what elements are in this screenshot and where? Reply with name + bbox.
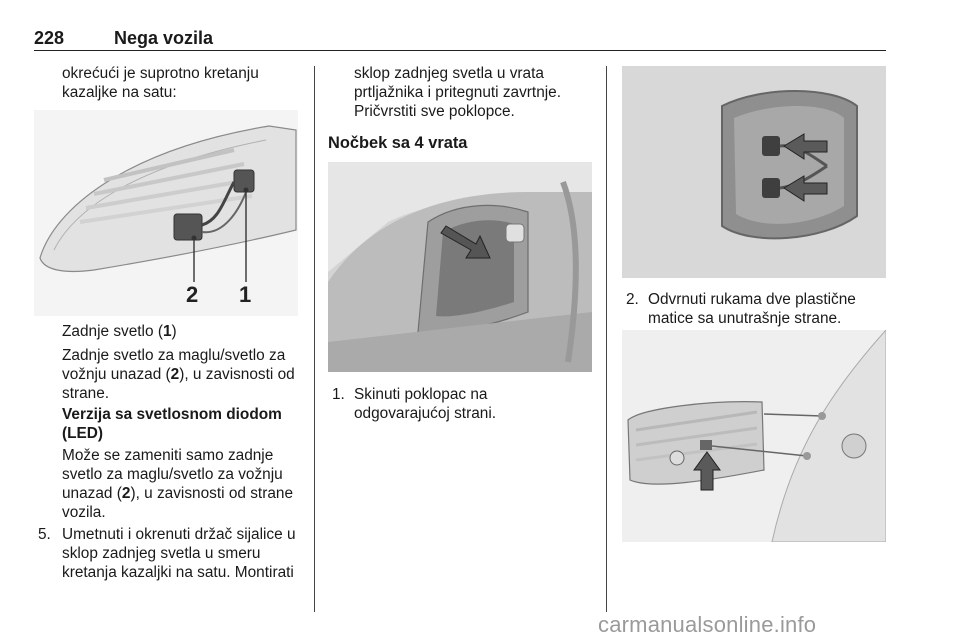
step-2-number: 2. (626, 291, 639, 308)
column-divider-left (314, 66, 315, 612)
column-divider-right (606, 66, 607, 612)
intro-text: okrećući je suprotno kretanju kazaljke na satu: (62, 65, 259, 101)
caption-tail-light: Zadnje svetlo (1) (62, 323, 177, 340)
tail-light-figure (34, 110, 298, 316)
callout-1: 1 (239, 282, 252, 307)
trunk-cover-figure (328, 162, 592, 372)
step-5-text: Umetnuti i okrenuti držač sijalice u sklop zadnjeg svetla u smeru kretanja kazaljki na satu. Montirati (62, 526, 296, 581)
page-header (34, 28, 886, 51)
watermark: carmanualsonline.info (598, 612, 817, 637)
step-1-text: Skinuti poklopac na odgovarajućoj strani. (354, 386, 497, 422)
section-heading-notchback: Nočbek sa 4 vrata (328, 134, 468, 152)
page-number: 228 (34, 28, 65, 48)
continued-text: sklop zadnjeg svetla u vrata prtljažnika i pritegnuti zavrtnje. Pričvrstiti sve poklopce. (354, 65, 562, 120)
chapter-title: Nega vozila (114, 28, 214, 48)
led-version-heading: Verzija sa svetlosnom diodom (LED) (62, 406, 282, 442)
callout-2: 2 (186, 282, 199, 307)
nuts-removal-figure (622, 330, 886, 542)
connector-unplug-figure (622, 66, 886, 278)
caption-fog-reverse-light: Zadnje svetlo za maglu/svetlo za vožnju unazad (2), u zavisnosti od strane. (62, 347, 295, 402)
step-5-number: 5. (38, 526, 51, 543)
step-1-number: 1. (332, 386, 345, 403)
led-paragraph: Može se zameniti samo zadnje svetlo za maglu/svetlo za vožnju unazad (2), u zavisnosti od strane vozila. (62, 447, 294, 521)
step-2-text: Odvrnuti rukama dve plastične matice sa unutrašnje strane. (648, 291, 856, 327)
